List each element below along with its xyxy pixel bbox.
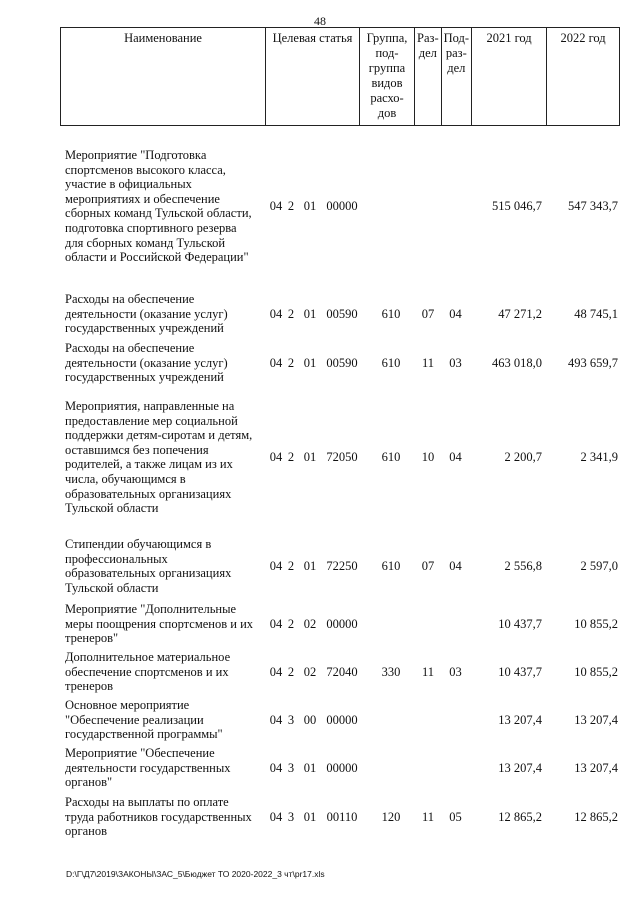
amount-2021: 2 200,7 (504, 450, 542, 465)
row-name: Мероприятия, направленные на предоставление мер социальной поддержки детям-сиротам и детям, оставшимся без попечения родителей, а также лицам из их числа, обучающимся в образовательных организациях Тульской области (65, 399, 253, 516)
row-name: Расходы на обеспечение деятельности (оказание услуг) государственных учреждений (65, 341, 228, 385)
code-1: 04 (269, 760, 283, 775)
amount-2021: 2 556,8 (504, 558, 542, 573)
code-2: 3 (287, 760, 295, 775)
group-cell: 610 (381, 558, 401, 573)
code-1: 04 (269, 558, 283, 573)
code-4: 00000 (326, 712, 358, 727)
code-1: 04 (269, 199, 283, 214)
amount-2022: 2 597,0 (580, 558, 618, 573)
amount-2022: 48 745,1 (574, 306, 618, 321)
amount-2022: 547 343,7 (568, 199, 618, 214)
code-3: 01 (303, 760, 317, 775)
row-name: Основное мероприятие "Обеспечение реализации государственной программы" (65, 698, 223, 742)
section-cell: 11 (421, 664, 435, 679)
amount-2021: 13 207,4 (498, 712, 542, 727)
row-name: Расходы на обеспечение деятельности (оказание услуг) государственных учреждений (65, 292, 228, 336)
subsection-cell: 03 (449, 664, 462, 679)
amount-2021: 13 207,4 (498, 760, 542, 775)
section-cell: 11 (421, 355, 435, 370)
amount-2022: 10 855,2 (574, 664, 618, 679)
code-1: 04 (269, 712, 283, 727)
code-2: 2 (287, 450, 295, 465)
code-2: 2 (287, 616, 295, 631)
header-name: Наименование (61, 28, 266, 126)
header-group: Группа, под- группа видов расхо- дов (360, 28, 415, 126)
amount-2021: 463 018,0 (492, 355, 542, 370)
code-3: 00 (303, 712, 317, 727)
group-cell: 120 (381, 809, 401, 824)
amount-2022: 12 865,2 (574, 809, 618, 824)
code-3: 02 (303, 664, 317, 679)
amount-2022: 493 659,7 (568, 355, 618, 370)
header-section: Раз- дел (415, 28, 442, 126)
code-3: 01 (303, 199, 317, 214)
code-4: 00590 (326, 306, 358, 321)
group-cell: 610 (381, 306, 401, 321)
group-cell: 610 (381, 450, 401, 465)
code-3: 01 (303, 355, 317, 370)
code-2: 3 (287, 809, 295, 824)
amount-2021: 47 271,2 (498, 306, 542, 321)
code-2: 2 (287, 558, 295, 573)
code-4: 00000 (326, 616, 358, 631)
code-4: 00000 (326, 760, 358, 775)
amount-2021: 10 437,7 (498, 664, 542, 679)
code-4: 00000 (326, 199, 358, 214)
code-3: 01 (303, 809, 317, 824)
header-2022: 2022 год (547, 28, 620, 126)
code-4: 00110 (326, 809, 358, 824)
amount-2022: 10 855,2 (574, 616, 618, 631)
amount-2022: 2 341,9 (580, 450, 618, 465)
code-2: 2 (287, 664, 295, 679)
code-2: 2 (287, 355, 295, 370)
amount-2021: 12 865,2 (498, 809, 542, 824)
row-name: Мероприятие "Обеспечение деятельности государственных органов" (65, 746, 231, 790)
row-name: Дополнительное материальное обеспечение спортсменов и их тренеров (65, 650, 231, 694)
header-2021: 2021 год (472, 28, 547, 126)
code-4: 72040 (326, 664, 358, 679)
group-cell: 330 (381, 664, 401, 679)
section-cell: 11 (421, 809, 435, 824)
row-name: Мероприятие "Подготовка спортсменов высокого класса, участие в официальных мероприятиях и обеспечение сборных команд Тульской области, подготовка спортивного резерва для сборных команд Тульской области и Российской Федерации" (65, 148, 252, 265)
subsection-cell: 04 (449, 306, 462, 321)
code-3: 01 (303, 450, 317, 465)
code-1: 04 (269, 450, 283, 465)
amount-2021: 515 046,7 (492, 199, 542, 214)
code-4: 72050 (326, 450, 358, 465)
amount-2022: 13 207,4 (574, 712, 618, 727)
code-3: 01 (303, 558, 317, 573)
header-subsection: Под- раз- дел (441, 28, 471, 126)
row-name: Стипендии обучающимся в профессиональных образовательных организациях Тульской области (65, 537, 232, 595)
code-1: 04 (269, 306, 283, 321)
section-cell: 07 (421, 558, 435, 573)
code-4: 00590 (326, 355, 358, 370)
code-3: 01 (303, 306, 317, 321)
subsection-cell: 04 (449, 450, 462, 465)
table-header (60, 27, 620, 126)
group-cell: 610 (381, 355, 401, 370)
code-2: 2 (287, 306, 295, 321)
row-name: Расходы на выплаты по оплате труда работников государственных органов (65, 795, 252, 839)
code-1: 04 (269, 616, 283, 631)
subsection-cell: 05 (449, 809, 462, 824)
file-path-footer: D:\Г\Д7\2019\ЗАКОНЫ\ЗАС_5\Бюджет ТО 2020-2022_3 чт\pr17.xls (66, 869, 325, 879)
subsection-cell: 03 (449, 355, 462, 370)
code-1: 04 (269, 664, 283, 679)
amount-2022: 13 207,4 (574, 760, 618, 775)
code-1: 04 (269, 809, 283, 824)
code-2: 3 (287, 712, 295, 727)
amount-2021: 10 437,7 (498, 616, 542, 631)
code-2: 2 (287, 199, 295, 214)
subsection-cell: 04 (449, 558, 462, 573)
code-4: 72250 (326, 558, 358, 573)
section-cell: 10 (421, 450, 435, 465)
row-name: Мероприятие "Дополнительные меры поощрения спортсменов и их тренеров" (65, 602, 254, 646)
page-number: 48 (314, 14, 326, 28)
header-target: Целевая статья (266, 28, 360, 126)
code-3: 02 (303, 616, 317, 631)
code-1: 04 (269, 355, 283, 370)
section-cell: 07 (421, 306, 435, 321)
